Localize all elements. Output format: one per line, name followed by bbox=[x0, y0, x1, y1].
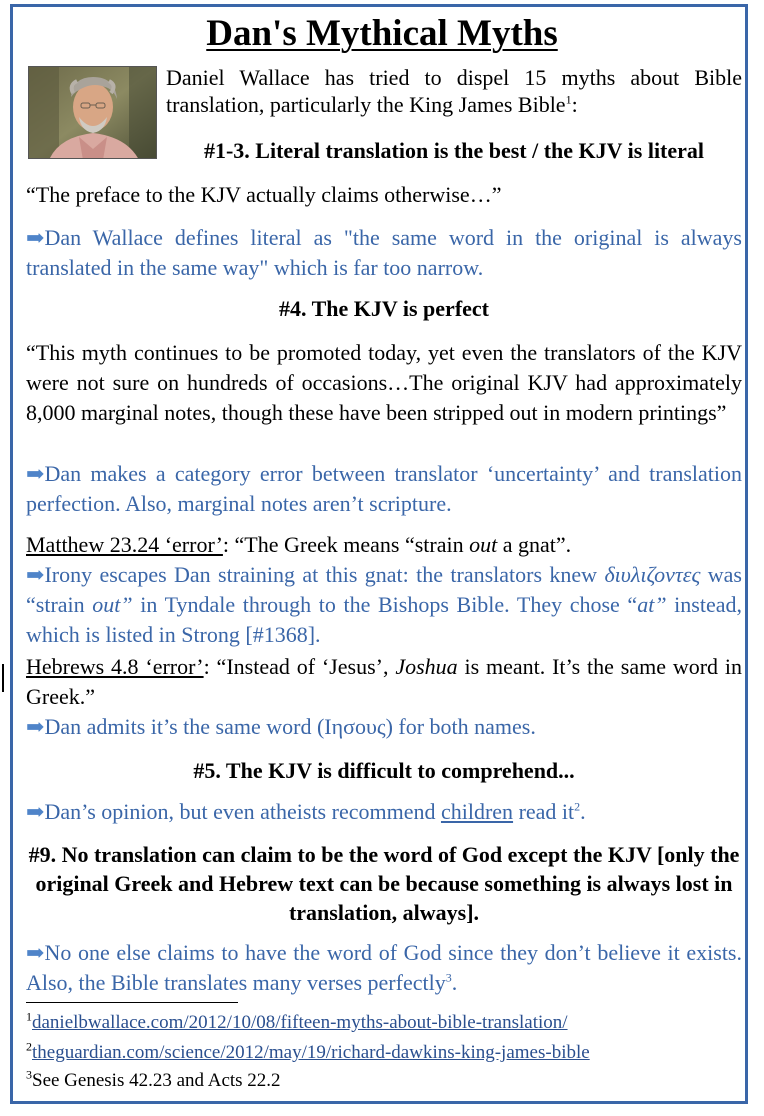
heading-myth-4: #4. The KJV is perfect bbox=[279, 296, 489, 321]
hebrews-response bbox=[26, 712, 742, 742]
children-link[interactable]: children bbox=[440, 799, 514, 824]
footnote-number: 3 bbox=[26, 1067, 32, 1082]
matthew-quote-post: a gnat”. bbox=[497, 532, 572, 557]
response-text: Dan admits it’s the same word (Ιησους) for both names. bbox=[44, 714, 536, 739]
hebrews-error-quote bbox=[26, 652, 742, 712]
heading-myth-9: #9. No translation can claim to be the word of God except the KJV [only the original Greek and Hebrew text can be because something is always lost in translation, always]. bbox=[28, 842, 740, 925]
hebrews-label: Hebrews 4.8 ‘error’ bbox=[26, 654, 204, 679]
footnote-2 bbox=[26, 1040, 590, 1066]
footnote-divider bbox=[26, 1002, 238, 1003]
response-myth-5-2: read it bbox=[513, 799, 575, 824]
matthew-response-1: Irony escapes Dan straining at this gnat: the translators knew bbox=[44, 562, 605, 587]
response-myth-9 bbox=[26, 938, 742, 998]
hebrews-quote-post: is meant. It’s the same word in Greek.” bbox=[26, 654, 742, 709]
matthew-error-quote bbox=[26, 530, 742, 560]
response-myth-4 bbox=[26, 459, 742, 519]
quote-myth-4: “This myth continues to be promoted today, yet even the translators of the KJV were not sure on hundreds of occasions…The original KJV had approximately 8,000 marginal notes, though these have been stripped out in modern printings” bbox=[26, 340, 742, 425]
response-text: Dan Wallace defines literal as "the same word in the original is always translated in the same way" which is far too narrow. bbox=[26, 225, 742, 280]
response-myth-5-3: . bbox=[580, 799, 586, 824]
footnote-1 bbox=[26, 1010, 568, 1036]
right-arrow-icon: ➡ bbox=[26, 562, 45, 587]
footnote-number: 2 bbox=[26, 1039, 32, 1054]
footnote-3 bbox=[26, 1068, 281, 1094]
matthew-response bbox=[26, 560, 742, 650]
footnote-number: 1 bbox=[26, 1009, 32, 1024]
matthew-response-3: in Tyndale through to the Bishops Bible. They chose “ bbox=[132, 592, 638, 617]
page-title: Dan's Mythical Myths bbox=[206, 13, 558, 54]
response-myth-9-1: No one else claims to have the word of God since they don’t believe it exists. Also, the Bible translates many verses perfectly bbox=[26, 940, 742, 995]
footnote-ref-2: 2 bbox=[574, 799, 581, 814]
matthew-response-3-em: at” bbox=[637, 592, 667, 617]
footnote-3-text: See Genesis 42.23 and Acts 22.2 bbox=[32, 1070, 281, 1091]
right-arrow-icon: ➡ bbox=[26, 225, 45, 250]
right-arrow-icon: ➡ bbox=[26, 714, 45, 739]
intro-text bbox=[166, 64, 742, 118]
matthew-quote-pre: : “The Greek means “strain bbox=[222, 532, 470, 557]
matthew-response-2-em: out” bbox=[92, 592, 133, 617]
hebrews-quote-pre: : “Instead of ‘Jesus’, bbox=[203, 654, 396, 679]
response-text: Dan makes a category error between translator ‘uncertainty’ and translation perfection. Also, marginal notes aren’t scripture. bbox=[26, 461, 742, 516]
heading-myth-5: #5. The KJV is difficult to comprehend... bbox=[193, 758, 575, 783]
author-portrait bbox=[28, 66, 157, 159]
matthew-response-4: instead, which is listed in Strong [#1368]. bbox=[26, 592, 742, 647]
footnote-ref-1: 1 bbox=[565, 92, 572, 107]
response-myth-5-1: Dan’s opinion, but even atheists recommend bbox=[44, 799, 441, 824]
response-myth-1-3 bbox=[26, 223, 742, 283]
hebrews-quote-em: Joshua bbox=[395, 654, 458, 679]
response-myth-5 bbox=[26, 797, 742, 827]
matthew-response-2: was “strain bbox=[26, 562, 742, 617]
margin-mark bbox=[2, 664, 4, 692]
quote-myth-1-3: “The preface to the KJV actually claims otherwise…” bbox=[26, 182, 502, 207]
response-myth-9-2: . bbox=[451, 970, 458, 995]
matthew-quote-em: out bbox=[469, 532, 498, 557]
intro-end: : bbox=[571, 92, 578, 117]
footnote-1-link[interactable]: danielbwallace.com/2012/10/08/fifteen-myths-about-bible-translation/ bbox=[32, 1012, 568, 1033]
matthew-label: Matthew 23.24 ‘error’ bbox=[26, 532, 223, 557]
intro-body: Daniel Wallace has tried to dispel 15 myths about Bible translation, particularly the King James Bible bbox=[166, 65, 742, 117]
right-arrow-icon: ➡ bbox=[26, 799, 45, 824]
portrait-photo bbox=[29, 67, 157, 159]
footnote-2-link[interactable]: theguardian.com/science/2012/may/19/richard-dawkins-king-james-bible bbox=[32, 1042, 590, 1063]
right-arrow-icon: ➡ bbox=[26, 461, 45, 486]
heading-myth-1-3: #1-3. Literal translation is the best / the KJV is literal bbox=[203, 138, 705, 163]
right-arrow-icon: ➡ bbox=[26, 940, 45, 965]
footnote-ref-3: 3 bbox=[445, 970, 452, 985]
greek-word: διυλιζοντες bbox=[604, 562, 701, 587]
